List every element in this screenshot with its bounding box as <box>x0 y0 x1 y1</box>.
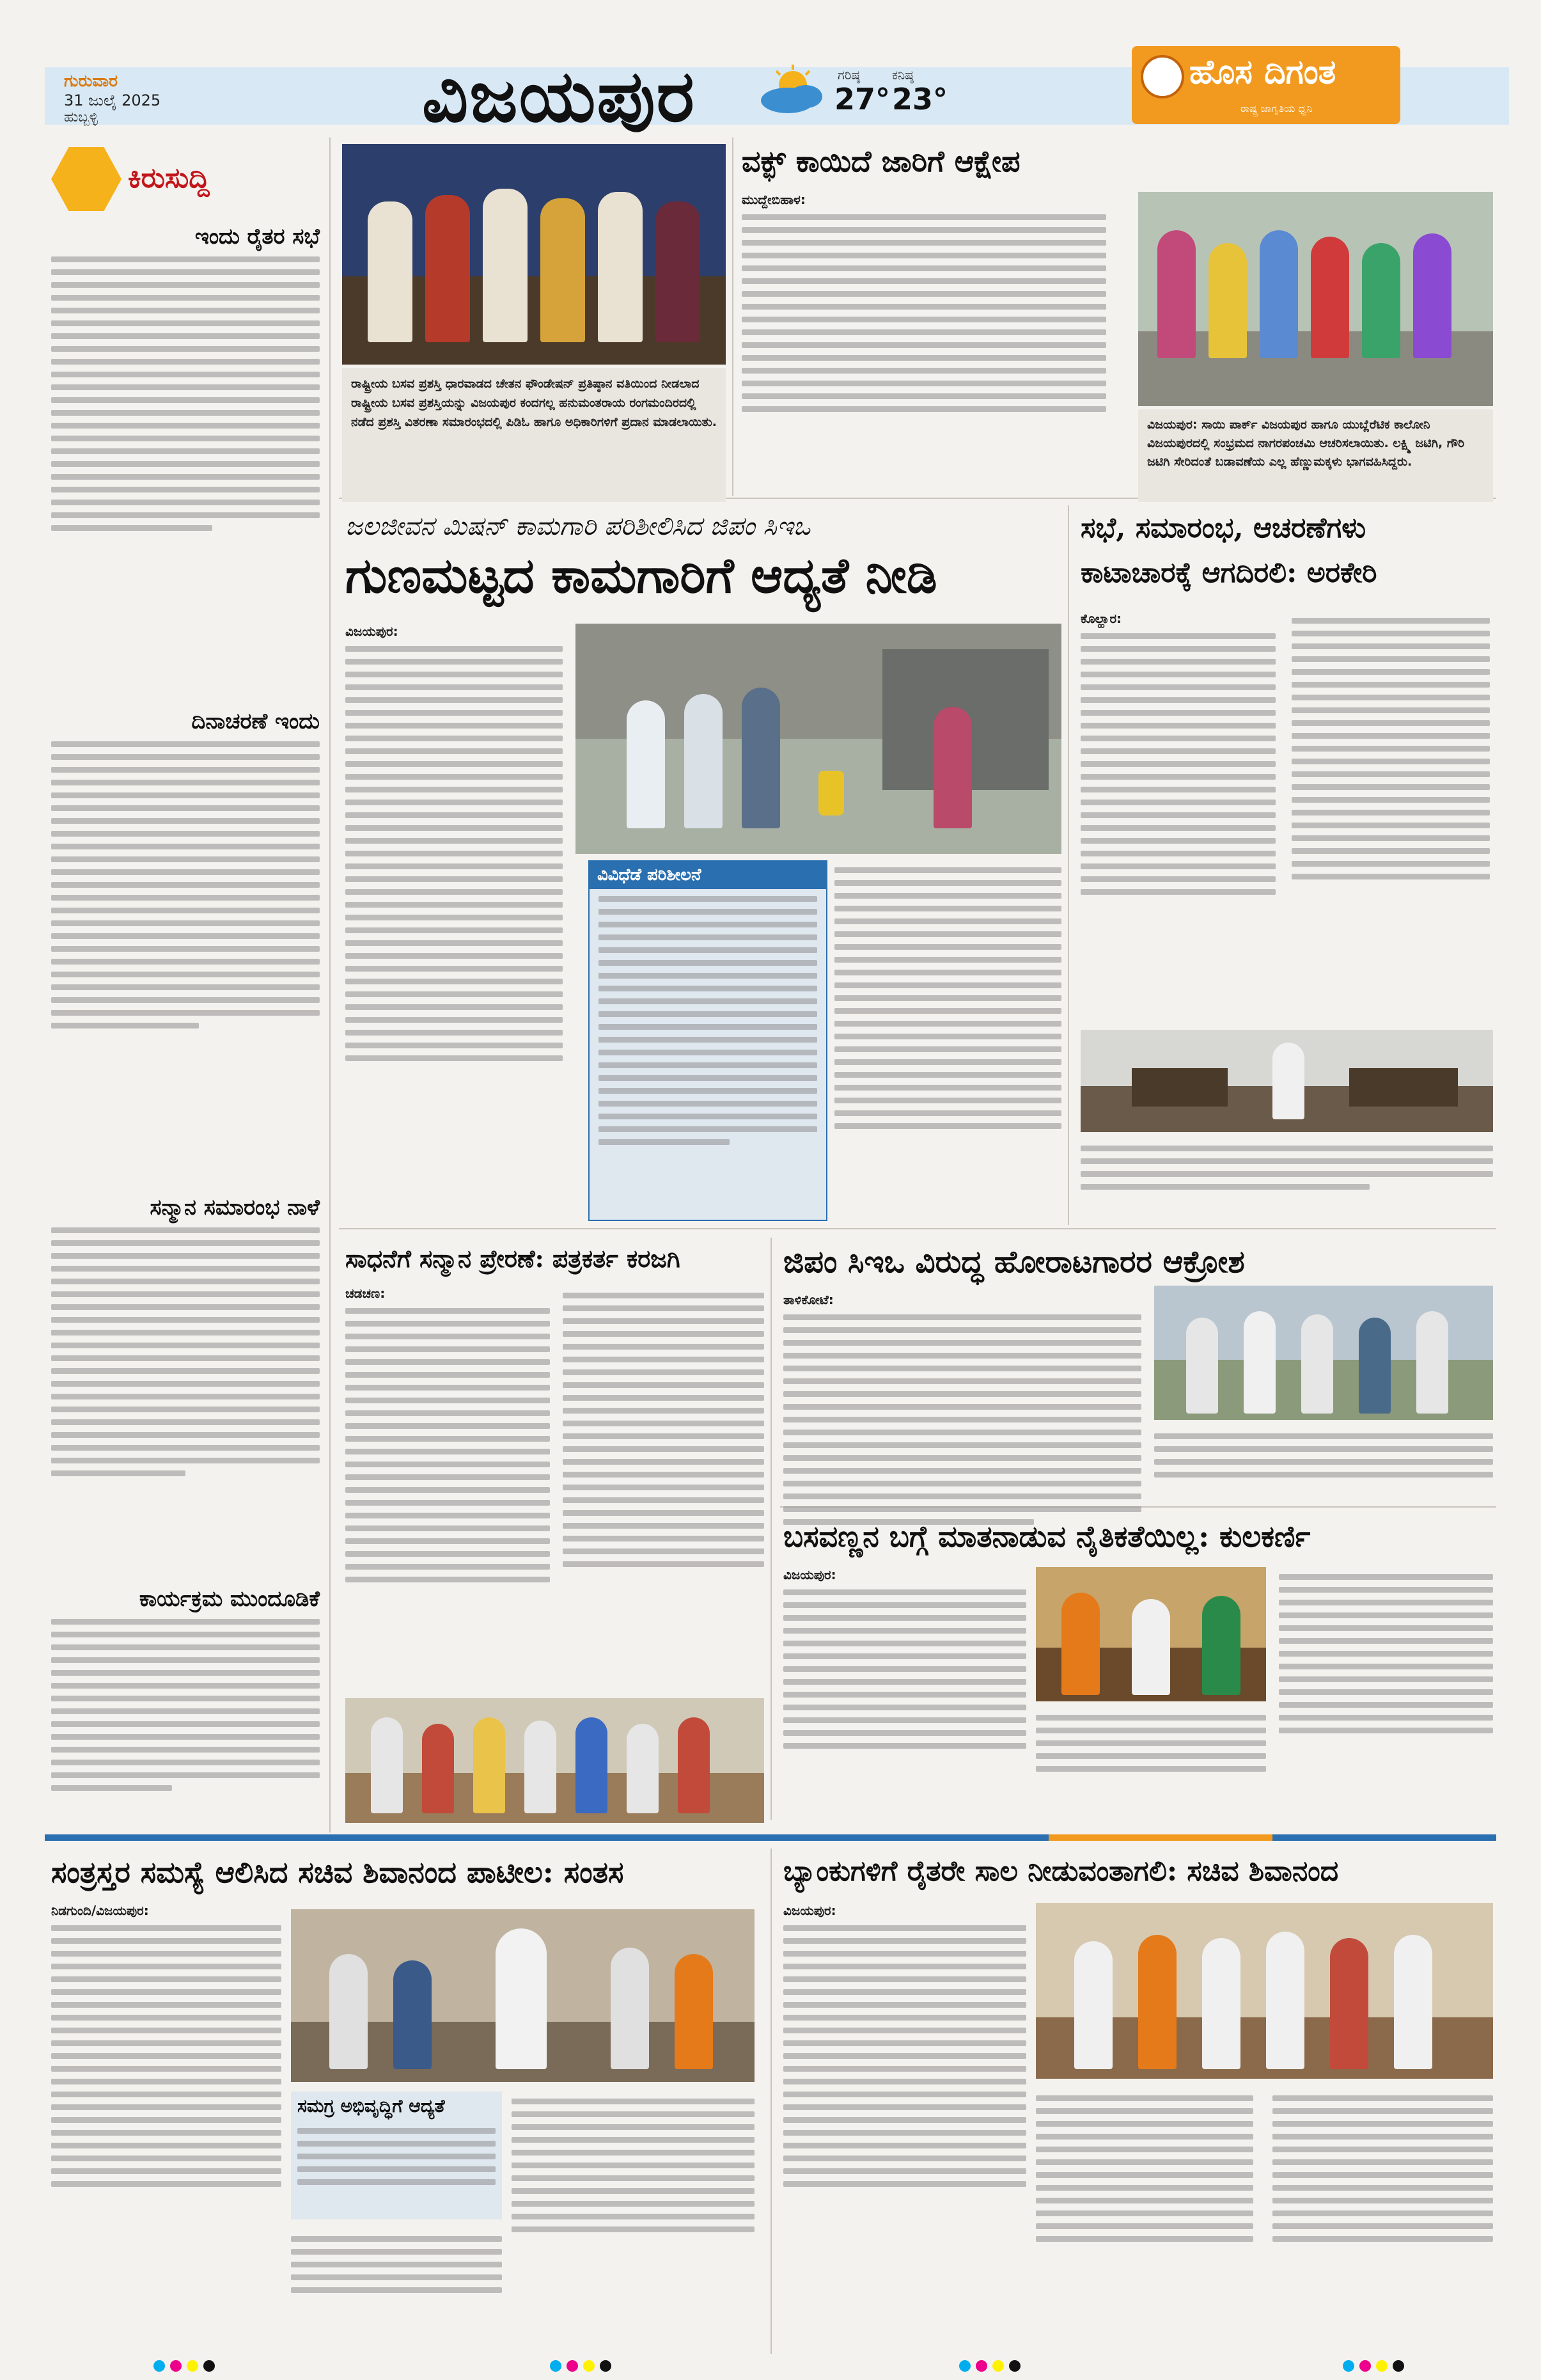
kirusuddi-item-1 <box>51 224 320 538</box>
minister1-dateline: ನಿಡಗುಂದಿ/ವಿಜಯಪುರ: <box>51 1903 149 1918</box>
nagarapanchami-caption: ವಿಜಯಪುರ: ಸಾಯಿ ಪಾರ್ಕ್ ವಿಜಯಪುರ ಹಾಗೂ ಯುಬ್ಲೆರೆಟಿಕ ಕಾಲೋನಿ ವಿಜಯಪುರದಲ್ಲಿ ಸಂಭ್ರಮದ ನಾಗರಪಂಚಮಿ ಆಚರಿಸಲಾಯಿತು. ಲಕ್ಷ್ಮಿ ಜಟಿಗಿ, ಗೌರಿ ಜಟಿಗಿ ಸೇರಿದಂತೆ ಬಡಾವಣೆಯ ಎಲ್ಲ ಹೆಣ್ಣುಮಕ್ಕಳು ಭಾಗವಹಿಸಿದ್ದರು. <box>1138 409 1493 502</box>
bank-body-col1 <box>783 1903 1026 2194</box>
masthead-edition: ಹುಬ್ಬಳ್ಳಿ <box>64 109 98 125</box>
bank-dateline: ವಿಜಯಪುರ: <box>783 1903 836 1918</box>
sabhe-dateline: ಕೊಲ್ಹಾರ: <box>1081 611 1122 626</box>
brand-emblem-icon <box>1141 55 1184 99</box>
journalist-photo <box>345 1698 764 1823</box>
sabhe-body-col2 <box>1292 611 1490 887</box>
jal-body-col1 <box>345 624 563 1068</box>
basava-body-col3 <box>1279 1567 1493 1740</box>
basava-body-bottom <box>1036 1708 1266 1779</box>
print-registration-marks-left <box>153 2360 220 2374</box>
print-registration-marks-center-right <box>959 2360 1026 2374</box>
bank-photo <box>1036 1903 1493 2079</box>
journalist-dateline: ಚಡಚಣ: <box>345 1286 386 1301</box>
protest-headline: ಜಿಪಂ ಸಿಇಒ ವಿರುದ್ಧ ಹೋರಾಟಗಾರರ ಆಕ್ರೋಶ <box>783 1244 1245 1280</box>
award-photo <box>342 144 726 365</box>
kirusuddi-item-4 <box>51 1586 320 1798</box>
basava-headline: ಬಸವಣ್ಣನ ಬಗ್ಗೆ ಮಾತನಾಡುವ ನೈತಿಕತೆಯಿಲ್ಲ: ಕುಲಕರ್ಣಿ <box>783 1519 1311 1554</box>
jal-headline: ಗುಣಮಟ್ಟದ ಕಾಮಗಾರಿಗೆ ಆದ್ಯತೆ ನೀಡಿ <box>345 547 937 604</box>
minister1-body-col1 <box>51 1903 281 2194</box>
kirusuddi-body-3 <box>51 1227 320 1476</box>
award-caption: ರಾಷ್ಟ್ರೀಯ ಬಸವ ಪ್ರಶಸ್ತಿ ಧಾರವಾಡದ ಚೇತನ ಫೌಂಡೇಷನ್ ಪ್ರತಿಷ್ಠಾನ ವತಿಯಿಂದ ನೀಡಲಾದ ರಾಷ್ಟ್ರೀಯ ಬಸವ ಪ್ರಶಸ್ತಿಯನ್ನು ವಿಜಯಪುರ ಕಂದಗಲ್ಲ ಹನುಮಂತರಾಯ ರಂಗಮಂದಿರದಲ್ಲಿ ನಡೆದ ಪ್ರಶಸ್ತಿ ವಿತರಣಾ ಸಮಾರಂಭದಲ್ಲಿ ಪಿಡಿಓ ಹಾಗೂ ಅಧಿಕಾರಿಗಳಿಗೆ ಪ್ರದಾನ ಮಾಡಲಾಯಿತು. <box>342 368 726 502</box>
minister1-body-col3 <box>512 2092 755 2239</box>
waqf-dateline: ಮುದ್ದೇಬಿಹಾಳ: <box>742 192 806 207</box>
print-registration-marks-center <box>550 2360 616 2374</box>
jal-box-title: ವಿವಿಧೆಡೆ ಪರಿಶೀಲನೆ <box>590 862 826 889</box>
journalist-body-col1 <box>345 1286 550 1589</box>
kirusuddi-head-2: ದಿನಾಚರಣೆ ಇಂದು <box>191 709 320 734</box>
kirusuddi-banner <box>51 144 320 214</box>
kirusuddi-title: ಕಿರುಸುದ್ದಿ <box>128 162 210 194</box>
kirusuddi-head-4: ಕಾರ್ಯಕ್ರಮ ಮುಂದೂಡಿಕೆ <box>139 1586 320 1612</box>
jal-kicker: ಜಲಜೀವನ ಮಿಷನ್ ಕಾಮಗಾರಿ ಪರಿಶೀಲಿಸಿದ ಜಿಪಂ ಸಿಇಒ <box>345 512 811 541</box>
protest-body-col2 <box>1154 1426 1493 1485</box>
waqf-headline: ವಕ್ಫ್ ಕಾಯಿದೆ ಜಾರಿಗೆ ಆಕ್ಷೇಪ <box>742 144 1021 178</box>
temp-min-label: ಕನಿಷ್ಠ <box>892 67 914 83</box>
protest-body-col1 <box>783 1292 1141 1532</box>
minister1-box <box>291 2092 502 2219</box>
temp-max: 27° <box>834 82 891 116</box>
temp-min: 23° <box>892 82 948 116</box>
masthead-date: 31 ಜುಲೈ 2025 <box>64 91 161 109</box>
journalist-body-col2 <box>563 1286 764 1574</box>
hand-icon <box>51 147 121 211</box>
kirusuddi-item-3 <box>51 1195 320 1483</box>
sabhe-headline-2: ಕಾಟಾಚಾರಕ್ಕೆ ಆಗದಿರಲಿ: ಅರಕೇರಿ <box>1081 556 1377 589</box>
masthead-date-block <box>64 72 217 129</box>
jal-dateline: ವಿಜಯಪುರ: <box>345 624 398 639</box>
sabhe-body-bottom <box>1081 1139 1493 1197</box>
brand-logo <box>1132 46 1400 124</box>
kirusuddi-body-4 <box>51 1619 320 1791</box>
kirusuddi-head-3: ಸನ್ಮಾನ ಸಮಾರಂಭ ನಾಳೆ <box>150 1195 320 1220</box>
kirusuddi-item-2 <box>51 709 320 1036</box>
jal-box <box>588 860 827 1221</box>
kirusuddi-head-1: ಇಂದು ರೈತರ ಸಭೆ <box>194 224 320 249</box>
nagarapanchami-photo <box>1138 192 1493 406</box>
brand-tagline: ರಾಷ್ಟ್ರ ಜಾಗೃತಿಯ ಧ್ವನಿ <box>1240 102 1313 114</box>
masthead-city: ವಿಜಯಪುರ <box>422 54 696 138</box>
print-registration-marks-right <box>1343 2360 1409 2374</box>
basava-dateline: ವಿಜಯಪುರ: <box>783 1567 836 1582</box>
weather-icon <box>755 61 831 118</box>
jal-photo <box>575 624 1061 854</box>
sabhe-photo <box>1081 1030 1493 1132</box>
minister1-photo <box>291 1909 755 2082</box>
basava-body-col1 <box>783 1567 1026 1756</box>
bank-body-col3 <box>1272 2088 1493 2249</box>
minister1-box-title: ಸಮಗ್ರ ಅಭಿವೃದ್ಧಿಗೆ ಆದ್ಯತೆ <box>297 2095 445 2116</box>
brand-name: ಹೊಸ ದಿಗಂತ <box>1189 52 1336 91</box>
journalist-headline: ಸಾಧನೆಗೆ ಸನ್ಮಾನ ಪ್ರೇರಣೆ: ಪತ್ರಕರ್ತ ಕರಜಗಿ <box>345 1244 680 1273</box>
sabhe-body-col1 <box>1081 611 1276 902</box>
protest-photo <box>1154 1286 1493 1420</box>
basava-photo <box>1036 1567 1266 1701</box>
protest-dateline: ತಾಳಿಕೋಟೆ: <box>783 1292 834 1307</box>
kirusuddi-body-2 <box>51 741 320 1028</box>
kirusuddi-body-1 <box>51 256 320 531</box>
bank-body-col2 <box>1036 2088 1253 2249</box>
bank-headline: ಬ್ಯಾಂಕುಗಳಿಗೆ ರೈತರೇ ಸಾಲ ನೀಡುವಂತಾಗಲಿ: ಸಚಿವ ಶಿವಾನಂದ <box>783 1855 1339 1887</box>
temp-max-label: ಗರಿಷ್ಠ <box>838 67 860 83</box>
masthead-day: ಗುರುವಾರ <box>64 72 118 91</box>
minister1-body-bottom <box>291 2229 502 2300</box>
waqf-body <box>742 192 1106 419</box>
jal-body-col3 <box>834 860 1061 1136</box>
sabhe-headline-1: ಸಭೆ, ಸಮಾರಂಭ, ಆಚರಣೆಗಳು <box>1081 512 1366 544</box>
minister1-headline: ಸಂತ್ರಸ್ತರ ಸಮಸ್ಯೆ ಆಲಿಸಿದ ಸಚಿವ ಶಿವಾನಂದ ಪಾಟೀಲ: ಸಂತಸ <box>51 1855 624 1889</box>
